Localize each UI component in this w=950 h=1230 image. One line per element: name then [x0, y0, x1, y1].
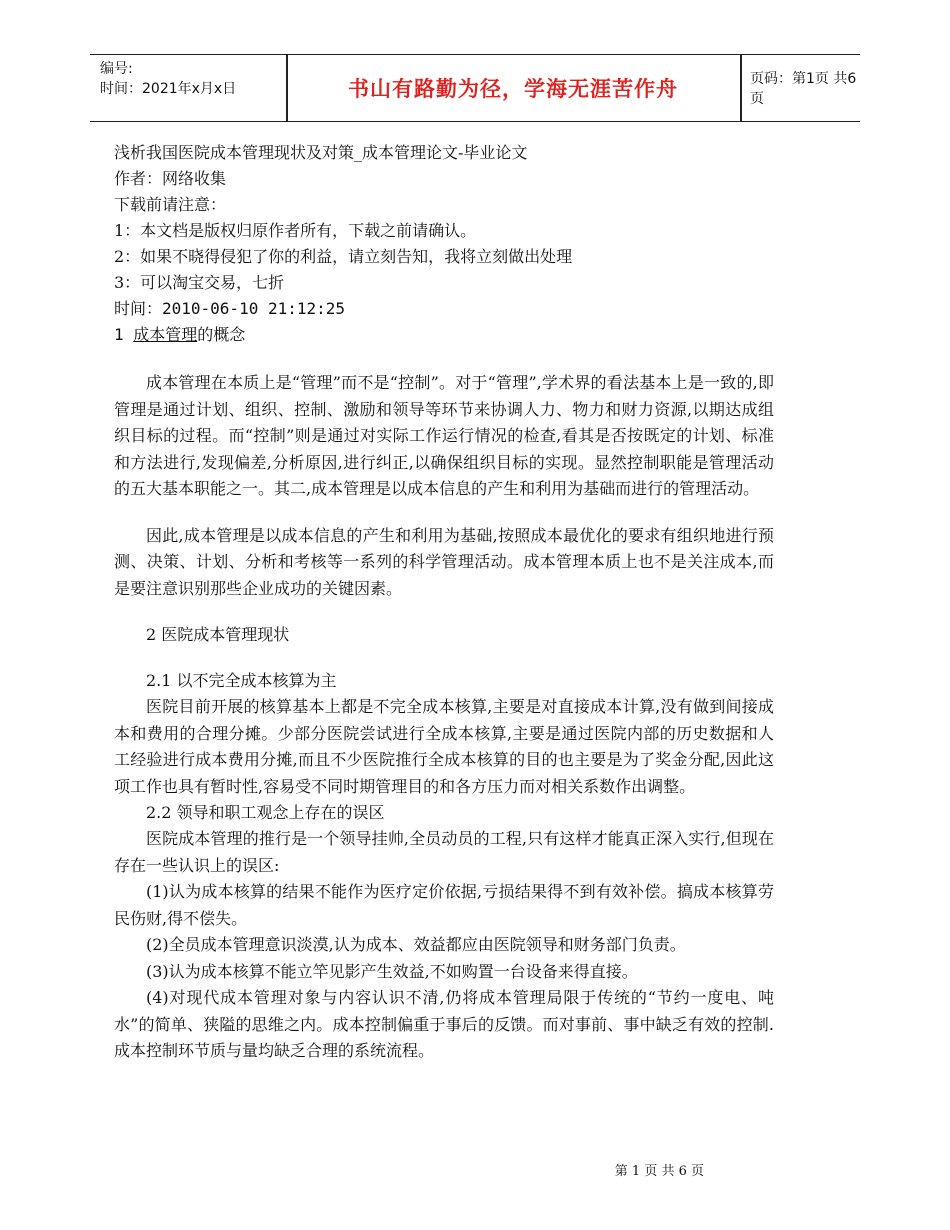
- subsection-heading: 2.1 以不完全成本核算为主: [146, 671, 337, 690]
- section-2-heading: 2 医院成本管理现状: [146, 625, 290, 644]
- notice-item: 2：如果不晓得侵犯了你的利益，请立刻告知，我将立刻做出处理: [114, 247, 573, 266]
- time-label: 时间：2021年x月x日: [100, 81, 237, 97]
- notice-item: 1：本文档是版权归原作者所有，下载之前请确认。: [114, 221, 477, 240]
- serial-label: 编号:: [100, 61, 133, 77]
- header-page-info: 页码：第1页 共6页: [750, 71, 857, 107]
- section-1-heading: [114, 322, 774, 348]
- notice-item: 3：可以淘宝交易，七折: [114, 273, 285, 292]
- paragraph: 医院目前开展的核算基本上都是不完全成本核算,主要是对直接成本计算,没有做到间接成本和费用的合理分摊。少部分医院尝试进行全成本核算,主要是通过医院内部的历史数据和人工经验进行成本费用分摊,而且不少医院推行全成本核算的目的也主要是为了奖金分配,因此这项工作也具有暂时性,容易受不同时期管理目的和各方压力而对相关系数作出调整。: [114, 697, 774, 796]
- subsection-heading: 2.2 领导和职工观念上存在的误区: [146, 803, 385, 822]
- page-header: [90, 54, 860, 122]
- document-body: [114, 140, 774, 1065]
- doc-title: 浅析我国医院成本管理现状及对策_成本管理论文-毕业论文: [114, 143, 528, 162]
- header-meta: [100, 59, 286, 99]
- paragraph: 成本管理在本质上是“管理”而不是“控制”。对于“管理”,学术界的看法基本上是一致的,即管理是通过计划、组织、控制、激励和领导等环节来协调人力、物力和财力资源,以期达成组织目标的过程。而“控制”则是通过对实际工作运行情况的检查,看其是否按既定的计划、标准和方法进行,发现偏差,分析原因,进行纠正,以确保组织目标的实现。显然控制职能是管理活动的五大基本职能之一。其二,成本管理是以成本信息的产生和利用为基础而进行的管理活动。: [114, 373, 774, 498]
- section-title-rest: 的概念: [197, 325, 246, 344]
- list-item: (4)对现代成本管理对象与内容认识不清,仍将成本管理局限于传统的“节约一度电、吨水”的简单、狭隘的思维之内。成本控制偏重于事后的反馈。而对事前、事中缺乏有效的控制.成本控制环节质与量均缺乏合理的系统流程。: [114, 988, 774, 1060]
- page-footer: 第 1 页 共 6 页: [614, 1164, 704, 1179]
- section-number: 1: [114, 325, 134, 344]
- header-motto: 书山有路勤为径，学海无涯苦作舟: [348, 77, 678, 101]
- header-divider: [740, 55, 742, 121]
- section-link[interactable]: 成本管理: [133, 325, 198, 344]
- list-item: (1)认为成本核算的结果不能作为医疗定价依据,亏损结果得不到有效补偿。搞成本核算劳民伤财,得不偿失。: [114, 882, 774, 928]
- list-item: (2)全员成本管理意识淡漠,认为成本、效益都应由医院领导和财务部门负责。: [146, 935, 686, 954]
- list-item: (3)认为成本核算不能立竿见影产生效益,不如购置一台设备来得直接。: [146, 961, 638, 981]
- doc-time: 时间：2010-06-10 21:12:25: [114, 299, 346, 318]
- paragraph: 因此,成本管理是以成本信息的产生和利用为基础,按照成本最优化的要求有组织地进行预测、决策、计划、分析和考核等一系列的科学管理活动。成本管理本质上也不是关注成本,而是要注意识别那些企业成功的关键因素。: [114, 525, 774, 598]
- paragraph: 医院成本管理的推行是一个领导挂帅,全员动员的工程,只有这样才能真正深入实行,但现在存在一些认识上的误区:: [114, 829, 774, 875]
- doc-author: 作者：网络收集: [114, 169, 227, 188]
- notice-heading: 下载前请注意：: [114, 195, 227, 214]
